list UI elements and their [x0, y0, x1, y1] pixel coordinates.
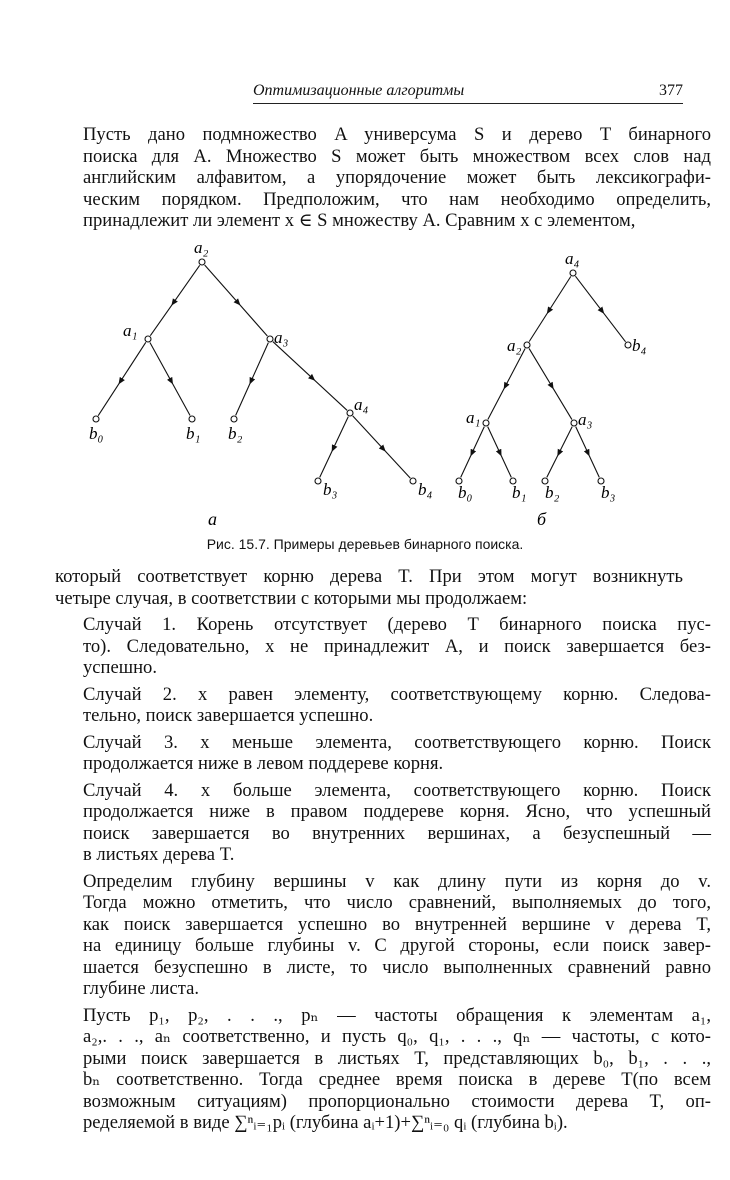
tree-edge-arrow: [471, 427, 484, 455]
tree-edge: [150, 304, 172, 336]
tree-edge: [603, 312, 626, 342]
text-line: Случай 2. x равен элементу, соответствующему корню. Следова-: [83, 683, 711, 705]
tree-node-label: b₀: [458, 483, 473, 502]
paragraph: [55, 732, 711, 775]
tree-edge: [172, 383, 190, 416]
text-line: как поиск завершается успешно во внутренней вершине v дерева T,: [83, 913, 711, 935]
tree-a-label: a: [208, 509, 217, 529]
tree-node-a4: [347, 410, 353, 416]
tree-node-b1: [189, 416, 195, 422]
tree-node-label: b₁: [512, 483, 527, 502]
paragraph: [55, 614, 711, 679]
tree-a: [89, 238, 433, 499]
tree-edge-arrow: [205, 265, 239, 304]
tree-node-b0: [93, 416, 99, 422]
tree-node-a1: [483, 420, 489, 426]
tree-node-label: b₃: [601, 483, 616, 502]
text-line: Пусть дано подмножество A универсума S и дерево T бинарного: [83, 124, 711, 145]
text-line: bₙ соответственно. Тогда среднее время поиска в дереве T(по всем: [83, 1069, 711, 1090]
tree-node-label: a₂: [194, 238, 209, 257]
tree-node-label: b₂: [545, 483, 560, 502]
text-line: шается безуспешно в листе, то число выполненных сравнений равно: [83, 956, 711, 978]
tree-edge: [384, 450, 410, 478]
tree-node-b2: [231, 416, 237, 422]
text-line: на единицу больше глубины v. С другой стороны, если поиск завер-: [83, 935, 711, 956]
tree-node-label: a₁: [123, 321, 138, 340]
tree-node-a4: [570, 270, 576, 276]
tree-node-b4: [625, 342, 631, 348]
text-line: четыре случая, в соответствии с которыми мы продолжаем:: [55, 587, 528, 609]
tree-node-label: a₃: [274, 328, 289, 347]
text-line: глубине листа.: [83, 978, 200, 999]
text-line: возможным ситуациям) пропорционально стоимости дерева T, оп-: [83, 1090, 711, 1112]
tree-node-label: a₄: [565, 249, 580, 268]
text-line: Случай 3. x меньше элемента, соответствующего корню. Поиск: [83, 731, 711, 753]
tree-node-label: b₁: [186, 424, 201, 443]
figure-binary-search-trees: [0, 235, 730, 535]
running-header: [253, 82, 683, 104]
tree-b: [456, 249, 647, 502]
text-line: рыми поиск завершается в листьях T, представляющих b₀, b₁, . . .,: [83, 1047, 711, 1069]
tree-edge-arrow: [576, 427, 589, 455]
text-line: принадлежит ли элемент x ∈ S множеству A. Сравним x с элементом,: [83, 210, 636, 231]
paragraph: [55, 684, 711, 727]
tree-node-b3: [315, 478, 321, 484]
page-number: 377: [659, 82, 683, 99]
tree-node-label: a₄: [354, 395, 369, 414]
text-line: тельно, поиск завершается успешно.: [83, 705, 374, 726]
text-line: успешно.: [83, 657, 157, 678]
tree-edge: [589, 455, 600, 478]
paragraph: [55, 566, 683, 609]
paragraph: [55, 871, 711, 1000]
tree-edge: [236, 383, 251, 416]
tree-node-label: a₃: [578, 410, 593, 429]
tree-edge-arrow: [529, 348, 553, 387]
text-line: Случай 1. Корень отсутствует (дерево T бинарного поиска пус-: [83, 614, 711, 635]
tree-b-label: б: [537, 509, 547, 529]
tree-edge: [98, 383, 119, 416]
tree-node-b4: [410, 478, 416, 484]
paragraph: [55, 780, 711, 866]
tree-edge-arrow: [120, 342, 146, 382]
tree-edge: [320, 450, 333, 477]
tree-node-label: b₃: [323, 480, 338, 499]
tree-edge: [314, 379, 347, 410]
tree-node-label: b₄: [418, 480, 433, 499]
tree-edge-arrow: [488, 427, 501, 455]
tree-edge-arrow: [558, 427, 572, 455]
tree-edge: [553, 388, 572, 420]
tree-edge-arrow: [353, 416, 385, 450]
tree-edge-arrow: [333, 417, 349, 450]
text-line: ределяемой в виде ∑ⁿᵢ₌₁pᵢ (глубина aᵢ+1)+∑ⁿᵢ₌₀ qᵢ (глубина bᵢ).: [83, 1112, 568, 1133]
tree-node-a3: [267, 336, 273, 342]
text-line: Тогда можно отметить, что число сравнений, выполняемых до того,: [83, 892, 711, 913]
tree-edge: [529, 312, 548, 341]
text-line: продолжается ниже в правом поддереве корня. Ясно, что успешный: [83, 801, 711, 822]
tree-node-label: b₂: [228, 424, 243, 443]
tree-node-label: b₀: [89, 424, 104, 443]
text-line: продолжается ниже в левом поддереве корня.: [83, 753, 444, 774]
tree-node-a2: [199, 259, 205, 265]
tree-edge: [501, 455, 512, 478]
tree-edge: [488, 388, 505, 420]
text-line: Пусть p₁, p₂, . . ., pₙ — частоты обращения к элементам a₁,: [83, 1004, 711, 1026]
text-line: то). Следовательно, x не принадлежит A, и поиск завершается без-: [83, 635, 711, 657]
text-line: ческим порядком. Предположим, что нам необходимо определить,: [83, 188, 711, 210]
text-line: который соответствует корню дерева T. При этом могут возникнуть: [55, 566, 683, 587]
tree-node-label: a₂: [507, 336, 522, 355]
tree-edge-arrow: [273, 342, 314, 380]
tree-node-a1: [145, 336, 151, 342]
text-line: поиска для A. Множество S может быть множеством всех слов над: [83, 145, 711, 167]
text-line: Определим глубину вершины v как длину пути из корня до v.: [83, 870, 711, 892]
figure-caption: Рис. 15.7. Примеры деревьев бинарного поиска.: [206, 536, 524, 552]
text-line: a₂,. . ., aₙ соответственно, и пусть q₀, q₁, . . ., qₙ — частоты, с кото-: [83, 1026, 711, 1047]
tree-edge-arrow: [150, 343, 172, 383]
tree-edge: [239, 304, 267, 336]
tree-node-a2: [524, 342, 530, 348]
tree-edge-arrow: [173, 265, 200, 304]
tree-edge-arrow: [250, 343, 268, 383]
text-line: Случай 4. x больше элемента, соответствующего корню. Поиск: [83, 779, 711, 801]
text-line: английским алфавитом, а упорядочение может быть лексикографи-: [83, 167, 711, 188]
tree-edge-arrow: [575, 276, 603, 312]
tree-node-label: a₁: [466, 408, 481, 427]
paragraph: [55, 1005, 711, 1134]
tree-node-label: b₄: [632, 336, 647, 355]
header-rule: [253, 103, 683, 104]
tree-node-a3: [571, 420, 577, 426]
intro-paragraph: [55, 124, 711, 232]
tree-edge: [547, 455, 558, 478]
tree-edge-arrow: [548, 276, 571, 312]
running-title: Оптимизационные алгоритмы: [253, 82, 465, 99]
tree-edge: [461, 455, 472, 478]
text-line: в листьях дерева T.: [83, 844, 235, 865]
text-line: поиск завершается во внутренних вершинах, а безуспешный —: [83, 822, 711, 844]
